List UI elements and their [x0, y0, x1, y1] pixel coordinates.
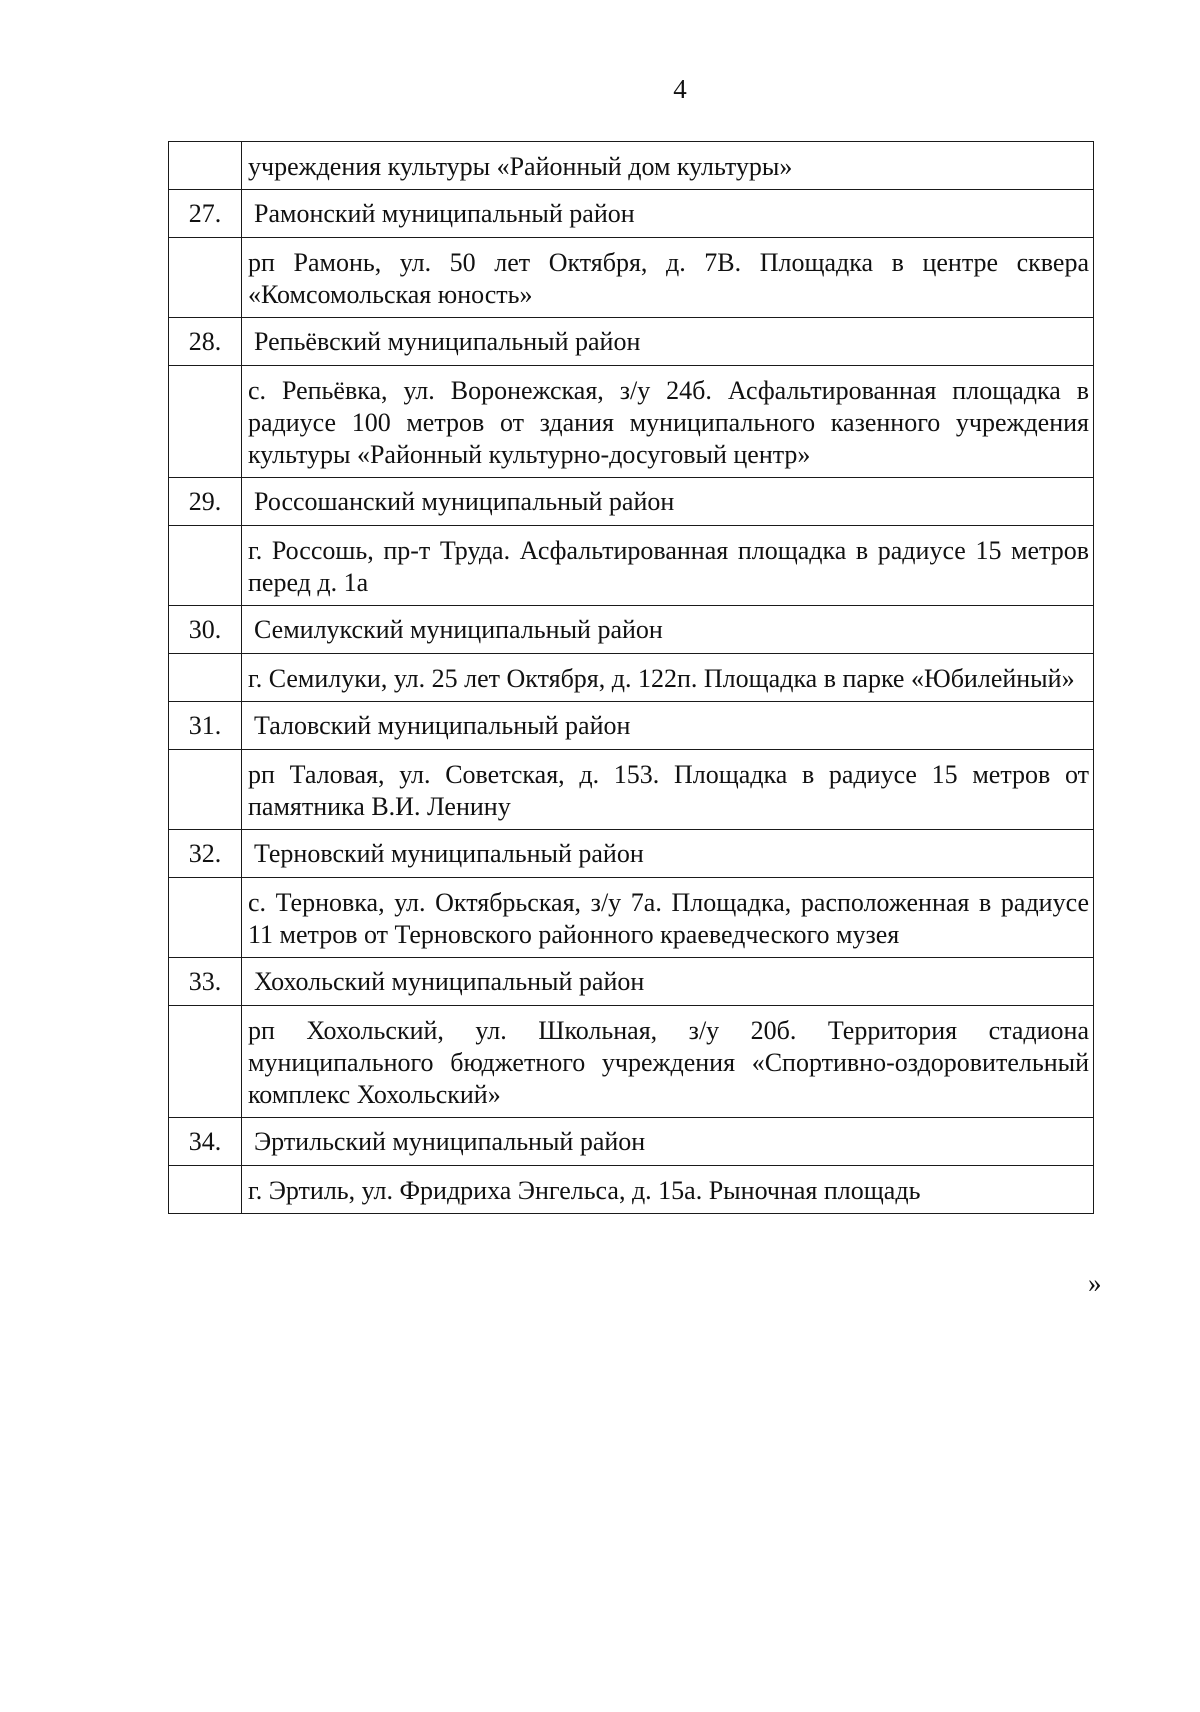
table-row-district: [169, 958, 1094, 1006]
closing-quote-mark: »: [1088, 1268, 1102, 1298]
row-number-cell: [169, 750, 242, 830]
address-cell: учреждения культуры «Районный дом культуры»: [242, 142, 1094, 190]
district-cell: Таловский муниципальный район: [242, 702, 1094, 750]
row-number-cell: 34.: [169, 1118, 242, 1166]
table-row-district: [169, 606, 1094, 654]
row-number-cell: [169, 238, 242, 318]
table-row-address: [169, 526, 1094, 606]
district-cell: Семилукский муниципальный район: [242, 606, 1094, 654]
table-row-district: [169, 1118, 1094, 1166]
district-cell: Рамонский муниципальный район: [242, 190, 1094, 238]
row-number-cell: [169, 654, 242, 702]
table-row-district: [169, 702, 1094, 750]
table-row-address: [169, 1166, 1094, 1214]
district-cell: Эртильский муниципальный район: [242, 1118, 1094, 1166]
table-row-address: [169, 1006, 1094, 1118]
address-cell: рп Таловая, ул. Советская, д. 153. Площадка в радиусе 15 метров от памятника В.И. Ленину: [242, 750, 1094, 830]
district-cell: Россошанский муниципальный район: [242, 478, 1094, 526]
row-number-cell: 32.: [169, 830, 242, 878]
address-cell: г. Семилуки, ул. 25 лет Октября, д. 122п. Площадка в парке «Юбилейный»: [242, 654, 1094, 702]
table-row-address: [169, 142, 1094, 190]
table-row-address: [169, 238, 1094, 318]
district-cell: Хохольский муниципальный район: [242, 958, 1094, 1006]
table-row-address: [169, 366, 1094, 478]
table-row-address: [169, 750, 1094, 830]
address-cell: г. Эртиль, ул. Фридриха Энгельса, д. 15а. Рыночная площадь: [242, 1166, 1094, 1214]
table-row-address: [169, 878, 1094, 958]
table-row-address: [169, 654, 1094, 702]
table-row-district: [169, 830, 1094, 878]
row-number-cell: 29.: [169, 478, 242, 526]
page-number: 4: [673, 74, 687, 104]
locations-table: [168, 141, 1094, 1214]
table-row-district: [169, 318, 1094, 366]
row-number-cell: [169, 1166, 242, 1214]
address-cell: с. Репьёвка, ул. Воронежская, з/у 24б. Асфальтированная площадка в радиусе 100 метров от здания муниципального казенного учреждения культуры «Районный культурно-досуговый центр»: [242, 366, 1094, 478]
row-number-cell: 33.: [169, 958, 242, 1006]
row-number-cell: [169, 526, 242, 606]
row-number-cell: 28.: [169, 318, 242, 366]
address-cell: рп Хохольский, ул. Школьная, з/у 20б. Территория стадиона муниципального бюджетного учреждения «Спортивно-оздоровительный комплекс Хохольский»: [242, 1006, 1094, 1118]
row-number-cell: [169, 142, 242, 190]
row-number-cell: 31.: [169, 702, 242, 750]
address-cell: с. Терновка, ул. Октябрьская, з/у 7а. Площадка, расположенная в радиусе 11 метров от Терновского районного краеведческого музея: [242, 878, 1094, 958]
table-row-district: [169, 478, 1094, 526]
table-row-district: [169, 190, 1094, 238]
district-cell: Репьёвский муниципальный район: [242, 318, 1094, 366]
district-cell: Терновский муниципальный район: [242, 830, 1094, 878]
row-number-cell: [169, 878, 242, 958]
row-number-cell: 30.: [169, 606, 242, 654]
row-number-cell: 27.: [169, 190, 242, 238]
row-number-cell: [169, 366, 242, 478]
address-cell: г. Россошь, пр-т Труда. Асфальтированная площадка в радиусе 15 метров перед д. 1а: [242, 526, 1094, 606]
row-number-cell: [169, 1006, 242, 1118]
address-cell: рп Рамонь, ул. 50 лет Октября, д. 7В. Площадка в центре сквера «Комсомольская юность»: [242, 238, 1094, 318]
